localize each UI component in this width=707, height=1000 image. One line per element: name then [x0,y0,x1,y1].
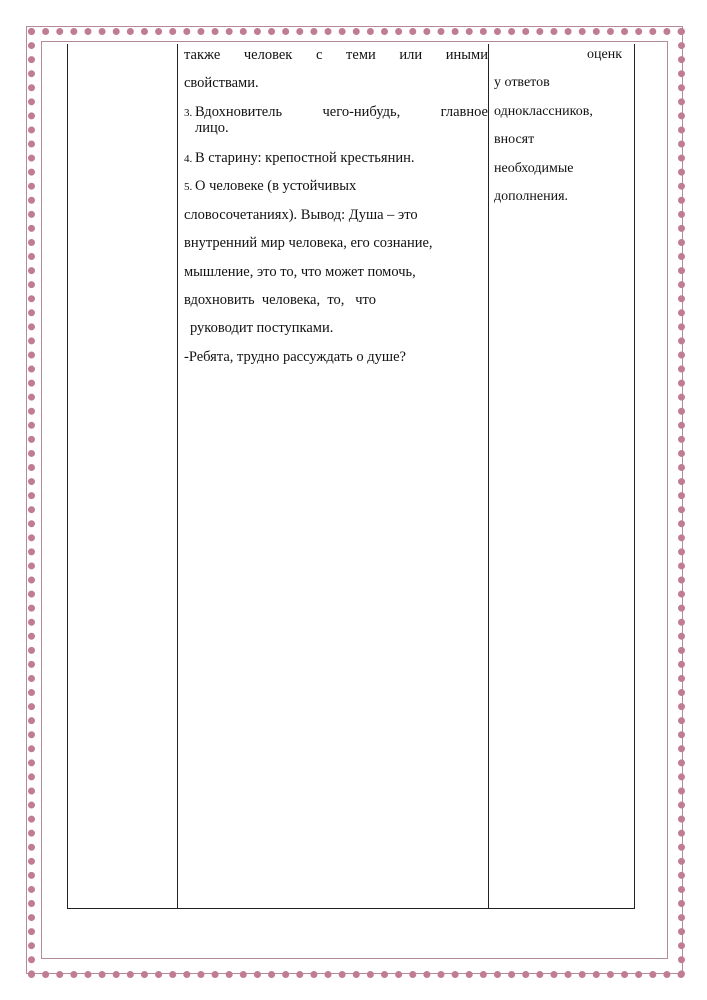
table-column-divider-2 [488,44,489,908]
list-item-5: 5. О человеке (в устойчивых [184,178,357,194]
text-line: вносят [494,132,535,147]
text-line: дополнения. [494,189,569,204]
list-item-4: 4. В старину: крепостной крестьянин. [184,150,415,166]
text-line: руководит поступками. [190,320,334,336]
text-line: у ответов [494,75,550,90]
text-line: мышление, это то, что может помочь, [184,264,416,280]
list-item-3: 3. Вдохновитель чего-нибудь, главное лицо. [184,104,488,136]
text-line: оценк [587,47,622,62]
text-line: одноклассников, [494,104,593,119]
question-line: -Ребята, трудно рассуждать о душе? [184,349,406,365]
list-number: 5. [184,181,193,193]
table-column-divider-1 [177,44,178,908]
text-line: словосочетаниях). Вывод: Душа – это [184,207,418,223]
text-line: также человек с теми или иными [184,47,488,63]
text-line: вдохновить человека, то, что [184,292,376,308]
text-line: внутренний мир человека, его сознание, [184,235,433,251]
text-line: необходимые [494,161,574,176]
list-number: 4. [184,153,193,165]
list-number: 3. [184,107,193,119]
text-line: свойствами. [184,75,259,91]
